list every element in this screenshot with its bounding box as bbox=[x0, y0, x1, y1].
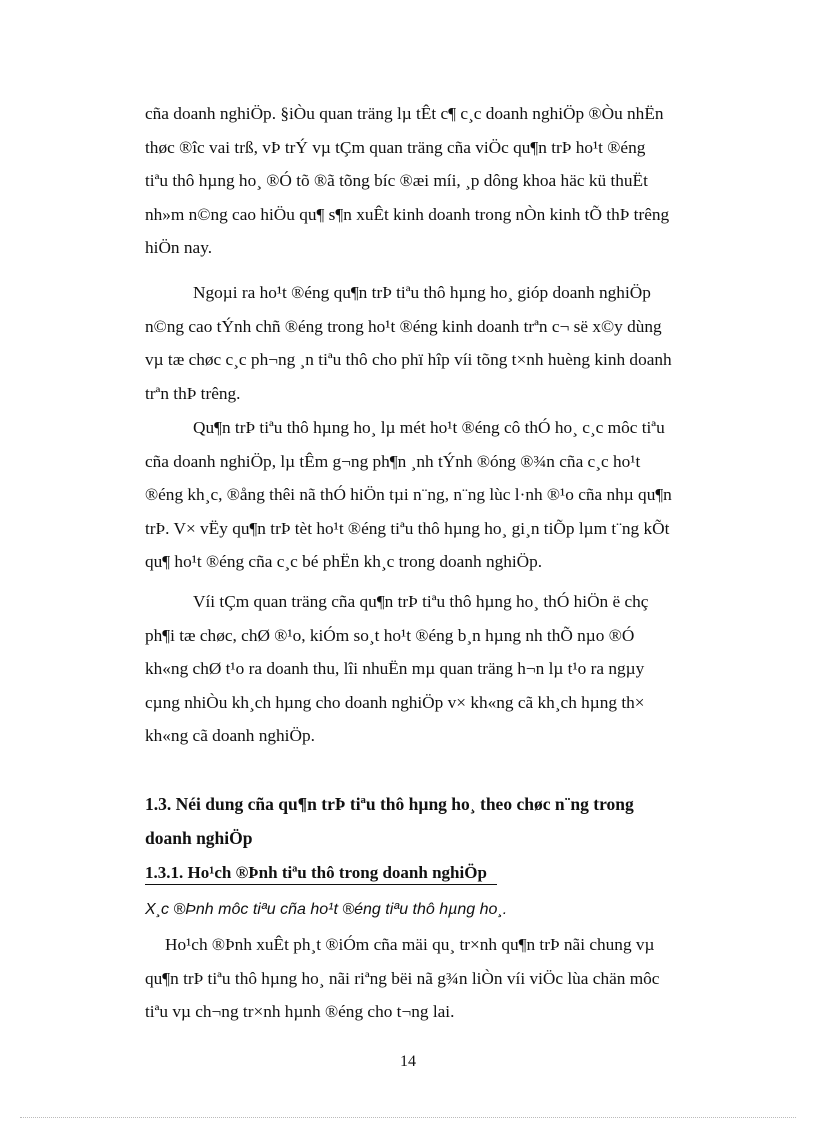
italic-objective-line: X¸c ®Þnh môc tiªu cña ho¹t ®éng tiªu thô hµng ho¸. bbox=[145, 901, 508, 918]
paragraph-2 bbox=[145, 276, 723, 410]
paragraph-line: kh«ng chØ t¹o ra doanh thu, lîi nhuËn mµ quan träng h¬n lµ t¹o ra ngµy bbox=[145, 659, 645, 679]
section-heading bbox=[145, 788, 723, 855]
paragraph-line: cµng nhiÒu kh¸ch hµng cho doanh nghiÖp v× kh«ng cã kh¸ch hµng th× bbox=[145, 692, 645, 712]
paragraph-line: thøc ®îc vai trß, vÞ trÝ vµ tÇm quan träng cña viÖc qu¶n trÞ ho¹t ®éng bbox=[145, 137, 646, 157]
paragraph-line: trªn thÞ trêng. bbox=[145, 383, 241, 403]
paragraph-line: qu¶n trÞ tiªu thô hµng ho¸ nãi riªng bëi nã g¾n liÒn víi viÖc lùa chän môc bbox=[145, 968, 660, 988]
paragraph-line: ph¶i tæ chøc, chØ ®¹o, kiÓm so¸t ho¹t ®éng b¸n hµng nh thÕ nµo ®Ó bbox=[145, 625, 635, 645]
paragraph-line: nh»m n©ng cao hiÖu qu¶ s¶n xuÊt kinh doanh trong nÒn kinh tÕ thÞ trêng bbox=[145, 204, 670, 224]
paragraph-line: n©ng cao tÝnh chñ ®éng trong ho¹t ®éng kinh doanh trªn c¬ së x©y dùng bbox=[145, 316, 662, 336]
paragraph-4 bbox=[145, 585, 723, 753]
paragraph-line: tiªu thô hµng ho¸ ®Ó tõ ®ã tõng bíc ®æi míi, ¸p dông khoa häc kü thuËt bbox=[145, 171, 648, 191]
paragraph-line: Ho¹ch ®Þnh xuÊt ph¸t ®iÓm cña mäi qu¸ tr×nh qu¶n trÞ nãi chung vµ bbox=[165, 935, 655, 954]
paragraph-line: cña doanh nghiÖp, lµ tÊm g¬ng ph¶n ¸nh tÝnh ®óng ®¾n cña c¸c ho¹t bbox=[145, 451, 641, 471]
paragraph-line: kh«ng cã doanh nghiÖp. bbox=[145, 726, 315, 746]
page-bottom-divider bbox=[20, 1117, 796, 1118]
last-paragraph bbox=[145, 928, 723, 1029]
paragraph-line: qu¶ ho¹t ®éng cña c¸c bé phËn kh¸c trong doanh nghiÖp. bbox=[145, 552, 543, 572]
paragraph-line: Ngoµi ra ho¹t ®éng qu¶n trÞ tiªu thô hµng ho¸ gióp doanh nghiÖp bbox=[193, 283, 651, 302]
paragraph-line: tiªu vµ ch¬ng tr×nh hµnh ®éng cho t¬ng lai. bbox=[145, 1002, 455, 1022]
paragraph-line: vµ tæ chøc c¸c ph¬ng ¸n tiªu thô cho phï hîp víi tõng t×nh huèng kinh doanh bbox=[145, 350, 672, 370]
section-heading-line: doanh nghiÖp bbox=[145, 827, 253, 848]
paragraph-line: Víi tÇm quan träng cña qu¶n trÞ tiªu thô hµng ho¸ thÓ hiÖn ë chç bbox=[193, 592, 649, 611]
paragraph-line: Qu¶n trÞ tiªu thô hµng ho¸ lµ mét ho¹t ®éng cô thÓ ho¸ c¸c môc tiªu bbox=[193, 418, 665, 437]
paragraph-3 bbox=[145, 411, 723, 579]
section-heading-line: 1.3. Néi dung cña qu¶n trÞ tiªu thô hµng ho¸ theo chøc n¨ng trong bbox=[145, 794, 634, 814]
subsection-heading: 1.3.1. Ho¹ch ®Þnh tiªu thô trong doanh nghiÖp bbox=[145, 862, 497, 885]
paragraph-1 bbox=[145, 97, 723, 265]
paragraph-line: hiÖn nay. bbox=[145, 238, 213, 258]
paragraph-line: trÞ. V× vËy qu¶n trÞ tèt ho¹t ®éng tiªu thô hµng ho¸ gi¸n tiÕp lµm t¨ng kÕt bbox=[145, 518, 670, 538]
paragraph-line: cña doanh nghiÖp. §iÒu quan träng lµ tÊt c¶ c¸c doanh nghiÖp ®Òu nhËn bbox=[145, 104, 664, 123]
paragraph-line: ®éng kh¸c, ®ång thêi nã thÓ hiÖn tµi n¨ng, n¨ng lùc l·nh ®¹o cña nhµ qu¶n bbox=[145, 485, 672, 505]
page-number: 14 bbox=[400, 1053, 416, 1070]
